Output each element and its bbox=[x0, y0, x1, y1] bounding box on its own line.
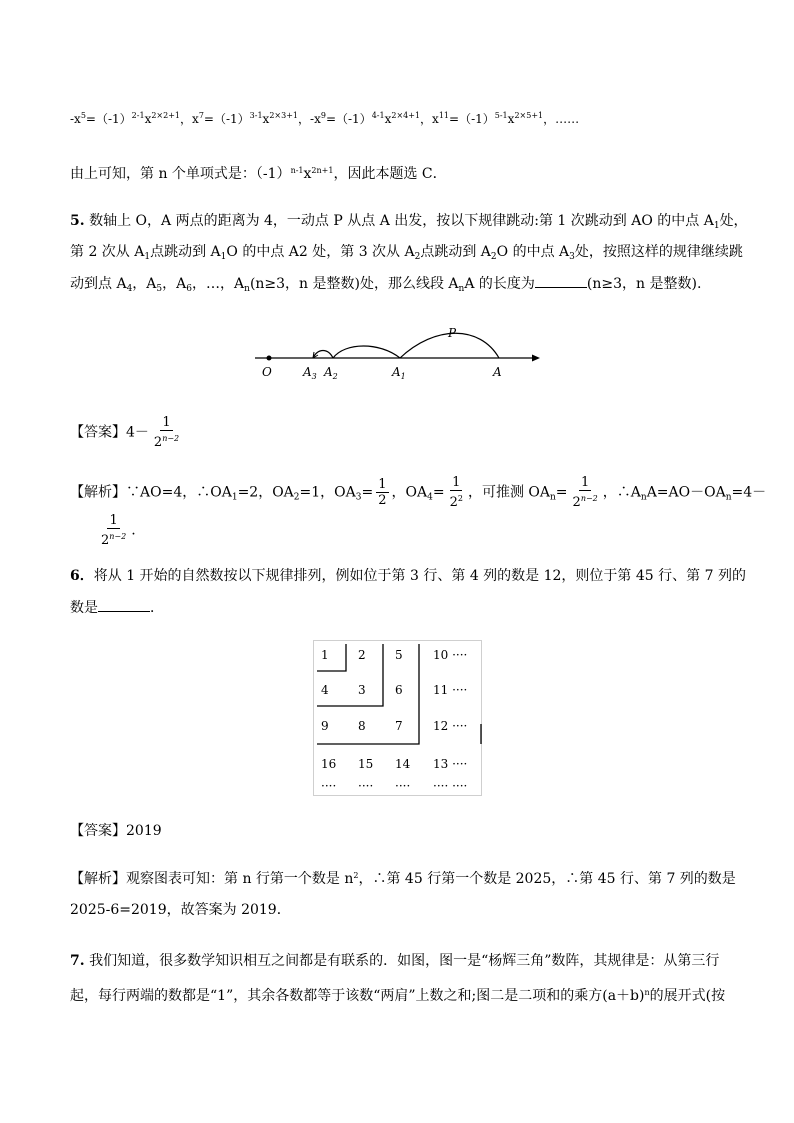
q5-answer: 【答案】4－ $\frac{1}{2^{n-2}}$ bbox=[70, 415, 180, 450]
axis-arrow-icon bbox=[532, 355, 540, 362]
grid-cell: 5 bbox=[395, 648, 403, 662]
grid-cell: 1 bbox=[321, 648, 329, 662]
q5-line-1: 5. 数轴上 O，A 两点的距离为 4，一动点 P 从点 A 出发，按以下规律跳动:第 1 次跳动到 AO 的中点 $A_1$处， bbox=[70, 213, 748, 231]
q6-answer: 【答案】2019 bbox=[70, 823, 162, 839]
label-P: P bbox=[448, 326, 457, 340]
grid-cell: 11 ···· bbox=[433, 683, 468, 697]
grid-cell: 3 bbox=[358, 683, 366, 697]
q5-line-2: 第 2 次从 $A_1$点跳动到 $A_1O$ 的中点 A2 处，第 3 次从 $A_2$点跳动到 $A_2O$ 的中点 $A_3$处，按照这样的规律继续跳 bbox=[70, 244, 743, 262]
grid-cell: 15 bbox=[358, 757, 374, 771]
grid-cell: 4 bbox=[321, 683, 329, 697]
q6-analysis-line-2: 2025-6=2019，故答案为 2019． bbox=[70, 902, 291, 918]
q6-line-1: 6．将从 1 开始的自然数按以下规律排列，例如位于第 3 行、第 4 列的数是 12，则位于第 45 行、第 7 列的 bbox=[70, 568, 746, 584]
grid-cell: 7 bbox=[395, 719, 403, 733]
label-A1: $A_1$ bbox=[392, 365, 406, 381]
grid-cell: ···· bbox=[395, 779, 411, 793]
label-O: O bbox=[262, 365, 272, 379]
jump-arc-3 bbox=[313, 351, 333, 359]
label-A: A bbox=[493, 365, 502, 379]
line-1-expressions: $-x^5=(-1)^{2-1}x^{2\times 2+1}$，$x^7=(-1)^{3-1}x^{2\times 3+1}$，$-x^9=(-1)^{4-1}x^{2\times 4+1}$，$x^{11}=(-1)^{5-1}x^{2\times 5+1}$，…… bbox=[70, 111, 580, 126]
jump-arc-2 bbox=[333, 346, 400, 358]
answer-blank bbox=[98, 597, 150, 612]
number-line-figure bbox=[250, 320, 550, 382]
grid-cell: ···· bbox=[321, 779, 337, 793]
answer-blank bbox=[535, 273, 587, 288]
q7-line-1: 7. 我们知道，很多数学知识相互之间都是有联系的．如图，图一是“杨辉三角”数阵，其规律是：从第三行 bbox=[70, 953, 720, 969]
q5-number: 5. bbox=[70, 213, 85, 229]
grid-cell: 14 bbox=[395, 757, 411, 771]
grid-cell: 2 bbox=[358, 648, 366, 662]
grid-cell: 9 bbox=[321, 719, 329, 733]
grid-cell: ···· ···· bbox=[433, 779, 468, 793]
grid-cell: 10 ···· bbox=[433, 648, 468, 662]
q6-line-2: 数是 ． bbox=[70, 597, 164, 618]
q6-analysis-line-1: 【解析】观察图表可知：第 n 行第一个数是 $n^2$，∴第 45 行第一个数是 2025，∴第 45 行、第 7 列的数是 bbox=[70, 871, 736, 887]
origin-point bbox=[267, 356, 272, 361]
grid-cell: 6 bbox=[395, 683, 403, 697]
grid-cell: ···· bbox=[358, 779, 374, 793]
q6-number: 6． bbox=[70, 568, 94, 584]
q5-analysis-line-1: 【解析】∵AO=4，$\therefore OA_1=2$，$OA_2=1$，$OA_3=$ $\frac{1}{2}$ ，$OA_4=$ $\frac{1}{2^2}$ ，可推测 $OA_n=$ $\frac{1}{2^{n-2}}$ ，$\therefore A_nA=AO-OA_n=4-$ bbox=[70, 475, 767, 510]
answer-fraction: $\frac{1}{2^{n-2}}$ bbox=[153, 415, 180, 450]
label-A2: $A_2$ bbox=[324, 365, 338, 381]
grid-cell: 12 ···· bbox=[433, 719, 468, 733]
q7-number: 7. bbox=[70, 953, 85, 969]
line-2-conclusion: 由上可知，第 n 个单项式是：$(-1)^{n-1}x^{2n+1}$，因此本题选 C． bbox=[70, 166, 447, 182]
q5-analysis-line-2: $\frac{1}{2^{n-2}}$ . bbox=[101, 513, 136, 548]
grid-cell: 16 bbox=[321, 757, 337, 771]
grid-cell: 8 bbox=[358, 719, 366, 733]
label-A3: $A_3$ bbox=[303, 365, 317, 381]
number-grid-figure bbox=[313, 640, 483, 797]
q5-line-3: 动到点 $A_4$，$A_5$，$A_6$，…，$A_n(n\ge 3$，n 是整数)处，那么线段 $A_nA$ 的长度为 (n≥3，n 是整数). bbox=[70, 273, 701, 299]
grid-cell: 13 ···· bbox=[433, 757, 468, 771]
q7-line-2: 起，每行两端的数都是“1”，其余各数都等于该数“两肩”上数之和;图二是二项和的乘方$(a+b)^n$的展开式(按 bbox=[70, 988, 726, 1004]
